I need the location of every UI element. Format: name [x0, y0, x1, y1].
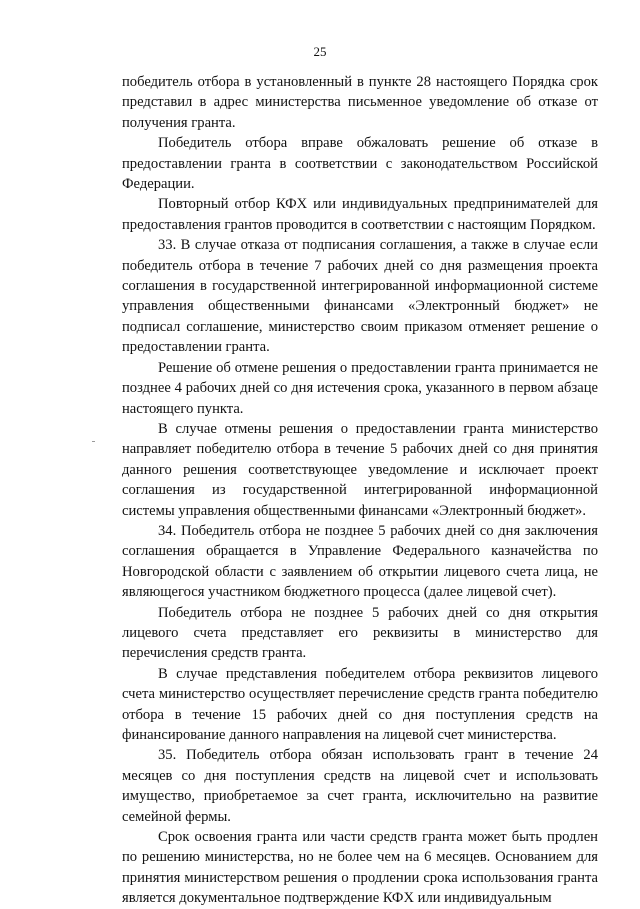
paragraph-clause-35: 35. Победитель отбора обязан использовать грант в течение 24 месяцев со дня поступления средств на лицевой счет и использовать имущество, приобретаемое за счет гранта, исключительно на развитие семейной фермы.	[122, 747, 598, 825]
paragraph: В случае отмены решения о предоставлении гранта министерство направляет победителю отбора в течение 5 рабочих дней со дня принятия данного решения соответствующее уведомление и исключает проект соглашения из государственной интегрированной информационной системы управления общественными финансами «Электронный бюджет».	[122, 420, 598, 519]
page-number: 25	[313, 44, 327, 59]
paragraph: Срок освоения гранта или части средств гранта может быть продлен по решению министерства, но не более чем на 6 месяцев. Основанием для принятия министерством решения о продлении срока использования гранта является документальное подтверждение КФХ или индивидуальным	[122, 829, 598, 907]
scan-mark	[92, 441, 95, 442]
paragraph-clause-33: 33. В случае отказа от подписания соглашения, а также в случае если победитель отбора в течение 7 рабочих дней со дня размещения проекта соглашения в государственной интегрированной информационной системе управления общественными финансами «Электронный бюджет» не подписал соглашение, министерство своим приказом отменяет решение о предоставлении гранта.	[122, 237, 598, 356]
paragraph: В случае представления победителем отбора реквизитов лицевого счета министерство осуществляет перечисление средств гранта победителю отбора в течение 15 рабочих дней со дня поступления средств на финансирование данного направления на лицевой счет министерства.	[122, 665, 598, 743]
paragraph: Победитель отбора вправе обжаловать решение об отказе в предоставлении гранта в соответствии с законодательством Российской Федерации.	[122, 135, 598, 193]
paragraph-continuation: победитель отбора в установленный в пункте 28 настоящего Порядка срок представил в адрес министерства письменное уведомление об отказе от получения гранта.	[122, 74, 598, 131]
paragraph: Повторный отбор КФХ или индивидуальных предпринимателей для предоставления грантов проводится в соответствии с настоящим Порядком.	[122, 196, 598, 233]
paragraph: Победитель отбора не позднее 5 рабочих дней со дня открытия лицевого счета представляет его реквизиты в министерство для перечисления средств гранта.	[122, 604, 598, 662]
document-body	[122, 72, 598, 909]
paragraph: Решение об отмене решения о предоставлении гранта принимается не позднее 4 рабочих дней со дня истечения срока, указанного в первом абзаце настоящего пункта.	[122, 359, 598, 417]
paragraph-clause-34: 34. Победитель отбора не позднее 5 рабочих дней со дня заключения соглашения обращается в Управление Федерального казначейства по Новгородской области с заявлением об открытии лицевого счета лица, не являющегося участником бюджетного процесса (далее лицевой счет).	[122, 522, 598, 601]
